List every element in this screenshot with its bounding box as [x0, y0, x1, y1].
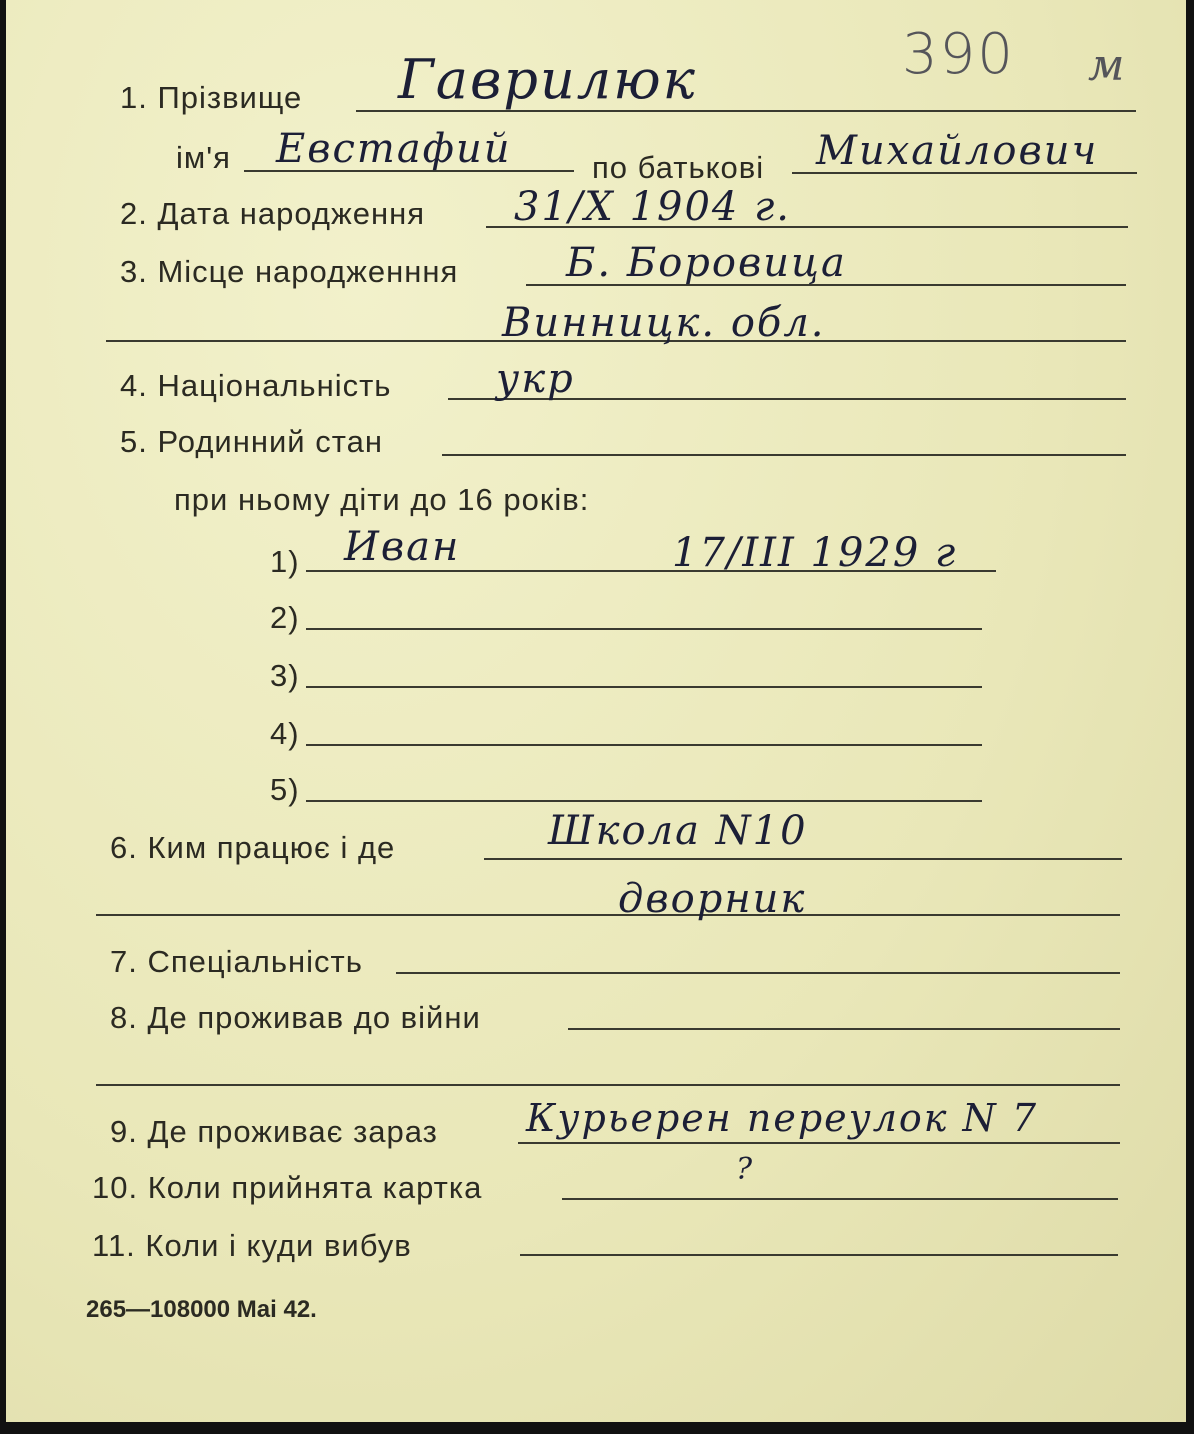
work-label: 6. Ким працює і де [110, 830, 396, 865]
accepted-line [562, 1198, 1118, 1200]
name-value: Евстафий [276, 126, 512, 172]
prewar-label: 8. Де проживав до війни [110, 1000, 481, 1035]
work-line-2 [96, 914, 1120, 916]
corner-mark: м [1088, 40, 1127, 91]
marital-label: 5. Родинний стан [120, 424, 383, 459]
birthplace-value-2: Винницк. обл. [502, 300, 826, 346]
child-1-name: Иван [344, 524, 461, 570]
child-2-num: 2) [270, 600, 300, 635]
prewar-line [568, 1028, 1120, 1030]
child-2-line [306, 628, 982, 630]
departed-line [520, 1254, 1118, 1256]
speciality-label: 7. Спеціальність [110, 944, 363, 979]
accepted-label: 10. Коли прийнята картка [92, 1170, 483, 1205]
child-4-line [306, 744, 982, 746]
child-3-line [306, 686, 982, 688]
current-value: Курьерен переулок N 7 [526, 1096, 1039, 1140]
current-line [518, 1142, 1120, 1144]
surname-label: 1. Прізвище [120, 80, 303, 115]
marital-line [442, 454, 1126, 456]
patronymic-value: Михайлович [816, 128, 1099, 174]
patronymic-label: по батькові [592, 150, 765, 185]
birthdate-label: 2. Дата народження [120, 196, 425, 231]
child-1-date: 17/III 1929 г [672, 530, 958, 576]
surname-value: Гаврилюк [398, 48, 697, 111]
work-value-2: дворник [618, 876, 807, 922]
prewar-line-2 [96, 1084, 1120, 1086]
child-5-line [306, 800, 982, 802]
nationality-label: 4. Національність [120, 368, 392, 403]
departed-label: 11. Коли і куди вибув [92, 1228, 412, 1263]
children-label: при ньому діти до 16 років: [174, 482, 590, 517]
birthplace-value: Б. Боровица [566, 240, 847, 286]
work-value: Школа N10 [548, 808, 808, 854]
speciality-line [396, 972, 1120, 974]
work-line [484, 858, 1122, 860]
registration-card [6, 0, 1186, 1422]
corner-number: 390 [902, 22, 1015, 87]
print-code: 265—108000 Mai 42. [86, 1296, 317, 1323]
birthdate-value: 31/X 1904 г. [514, 184, 792, 230]
child-1-num: 1) [270, 544, 300, 579]
name-label: ім'я [176, 140, 231, 175]
child-5-num: 5) [270, 772, 300, 807]
child-4-num: 4) [270, 716, 300, 751]
current-label: 9. Де проживає зараз [110, 1114, 438, 1149]
child-3-num: 3) [270, 658, 300, 693]
nationality-value: укр [496, 356, 575, 402]
birthplace-label: 3. Місце народженння [120, 254, 459, 289]
accepted-value: ? [736, 1152, 755, 1187]
